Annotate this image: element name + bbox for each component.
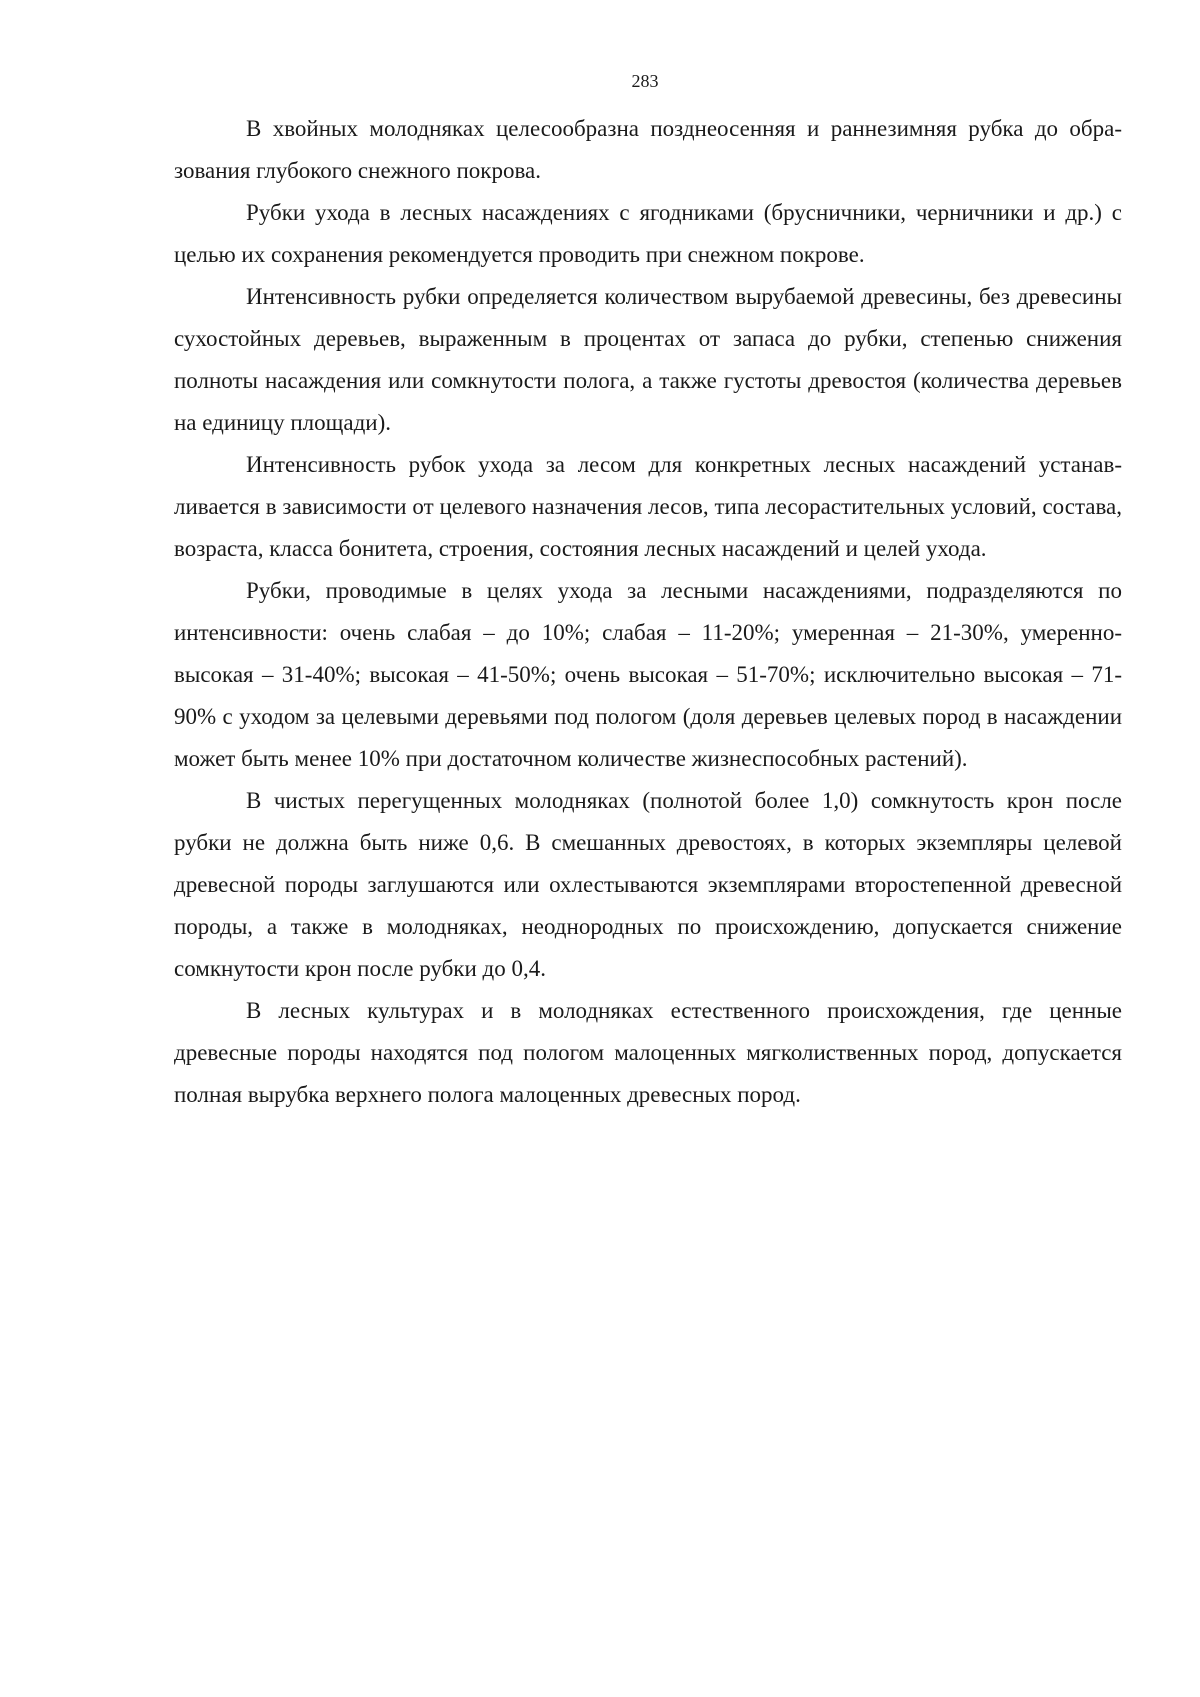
page-number: 283 [631,71,659,91]
paragraph-berry-stands: Рубки ухода в лесных насаждениях с ягодниками (брусничники, черничники и др.) с целью их сохранения рекомендуется проводить при снежном покрове. [174,200,1122,267]
paragraph-intensity-classes: Рубки, проводимые в целях ухода за лесными насаждениями, подразделяются по интенсивности: очень слабая – до 10%; слабая – 11-20%; умеренная – 21-30%, умеренно-высокая – 31-40%; высокая – 41-50%; очень высокая – 51-70%; исключительно высокая – 71-90% с уходом за целевыми деревьями под пологом (доля деревьев целевых пород в насаждении может быть менее 10% при достаточном количестве жизнеспособных растений). [174,578,1122,771]
paragraph-conifer-youngstands: В хвойных молодняках целесообразна позднеосенняя и раннезимняя рубка до образования глубокого снежного покрова. [174,116,1122,183]
paragraph-intensity-factors: Интенсивность рубок ухода за лесом для конкретных лесных насаждений устанавливается в зависимости от целевого назначения лесов, типа лесорастительных условий, состава, возраста, класса бонитета, строения, состояния лесных насаждений и целей ухода. [174,452,1122,561]
paragraph-crown-closure: В чистых перегущенных молодняках (полнотой более 1,0) сомкнутость крон после рубки не должна быть ниже 0,6. В смешанных древостоях, в которых экземпляры целевой древесной породы заглушаются или охлестываются экземплярами второстепенной древесной породы, а также в молодняках, неоднородных по происхождению, допускается снижение сомкнутости крон после рубки до 0,4. [174,788,1122,981]
paragraph-upper-canopy-removal: В лесных культурах и в молодняках естественного происхождения, где ценные древесные породы находятся под пологом малоценных мягколиственных пород, допускается полная вырубка верхнего полога малоценных древесных пород. [174,998,1122,1107]
paragraph-intensity-definition: Интенсивность рубки определяется количеством вырубаемой древесины, без древесины сухостойных деревьев, выраженным в процентах от запаса до рубки, степенью снижения полноты насаждения или сомкнутости полога, а также густоты древостоя (количества деревьев на единицу площади). [174,284,1122,435]
body-text [174,108,1122,1116]
